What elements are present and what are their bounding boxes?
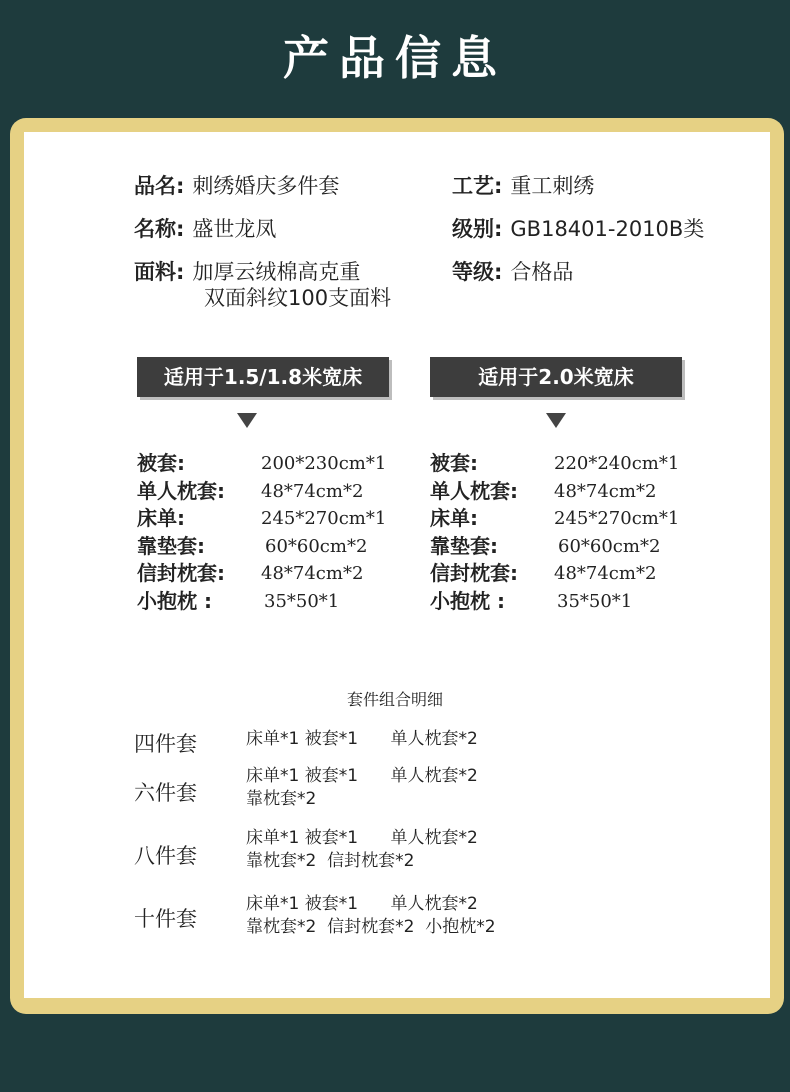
- product-name-label: 品名:: [134, 174, 185, 198]
- spec-label: 被套:: [430, 451, 478, 475]
- name-value: 盛世龙凤: [192, 217, 277, 241]
- table-row: [430, 505, 710, 533]
- spec-label: 信封枕套:: [137, 561, 225, 585]
- grade-value: 合格品: [510, 260, 574, 284]
- spec-value: 48*74cm*2: [261, 563, 364, 584]
- craft-label: 工艺:: [452, 174, 503, 198]
- spec-value: 48*74cm*2: [554, 563, 657, 584]
- table-row: [430, 478, 710, 506]
- package-name: 八件套: [134, 844, 197, 868]
- craft-field: [452, 173, 594, 199]
- spec-label: 床单:: [137, 506, 185, 530]
- spec-label: 靠垫套:: [137, 533, 205, 558]
- table-row: [430, 560, 710, 588]
- table-row: [430, 588, 710, 616]
- spec-label: 靠垫套:: [430, 533, 498, 558]
- package-name: 六件套: [134, 781, 197, 805]
- size-table-right: [430, 450, 710, 615]
- package-name: 四件套: [134, 732, 197, 756]
- page-title: 产品信息: [283, 31, 507, 85]
- table-row: [137, 533, 417, 561]
- level-field: [452, 216, 704, 242]
- spec-value: 35*50*1: [557, 590, 633, 612]
- size-banner-left: 适用于1.5/1.8米宽床: [137, 357, 389, 397]
- spec-label: 单人枕套:: [430, 478, 518, 503]
- craft-value: 重工刺绣: [510, 174, 595, 198]
- package-name: 十件套: [134, 907, 197, 931]
- table-row: [137, 560, 417, 588]
- spec-label: 单人枕套:: [137, 478, 225, 503]
- product-name-field: [134, 173, 339, 199]
- fabric-label: 面料:: [134, 260, 185, 284]
- table-row: [137, 450, 417, 478]
- spec-value: 60*60cm*2: [265, 535, 368, 557]
- name-label: 名称:: [134, 217, 185, 241]
- spec-label: 小抱枕 :: [137, 588, 212, 613]
- fabric-value-line1: 加厚云绒棉高克重: [192, 260, 361, 284]
- spec-label: 信封枕套:: [430, 561, 518, 585]
- package-contents: 床单*1 被套*1 单人枕套*2 靠枕套*2 信封枕套*2: [246, 828, 478, 871]
- table-row: [137, 505, 417, 533]
- level-value: GB18401-2010B类: [510, 217, 705, 241]
- spec-value: 200*230cm*1: [261, 453, 387, 474]
- spec-value: 245*270cm*1: [261, 508, 387, 529]
- grade-label: 等级:: [452, 260, 503, 284]
- level-label: 级别:: [452, 217, 503, 241]
- spec-value: 48*74cm*2: [261, 480, 364, 502]
- table-row: [137, 588, 417, 616]
- spec-value: 35*50*1: [264, 590, 340, 612]
- fabric-value-line2: 双面斜纹100支面料: [204, 286, 392, 310]
- spec-label: 小抱枕 :: [430, 588, 505, 613]
- spec-label: 被套:: [137, 451, 185, 475]
- spec-value: 220*240cm*1: [554, 453, 680, 474]
- spec-value: 48*74cm*2: [554, 480, 657, 502]
- down-triangle-icon: [237, 413, 257, 428]
- spec-value: 245*270cm*1: [554, 508, 680, 529]
- table-row: [137, 478, 417, 506]
- size-table-left: [137, 450, 417, 615]
- spec-value: 60*60cm*2: [558, 535, 661, 557]
- name-field: [134, 216, 276, 242]
- down-triangle-icon: [546, 413, 566, 428]
- package-contents: 床单*1 被套*1 单人枕套*2: [246, 729, 478, 749]
- table-row: [430, 533, 710, 561]
- fabric-field: [134, 259, 391, 311]
- spec-label: 床单:: [430, 506, 478, 530]
- grade-field: [452, 259, 573, 285]
- product-name-value: 刺绣婚庆多件套: [192, 174, 340, 198]
- table-row: [430, 450, 710, 478]
- package-contents: 床单*1 被套*1 单人枕套*2 靠枕套*2: [246, 766, 478, 809]
- package-contents: 床单*1 被套*1 单人枕套*2 靠枕套*2 信封枕套*2 小抱枕*2: [246, 894, 496, 937]
- size-banner-right: 适用于2.0米宽床: [430, 357, 682, 397]
- package-section-title: 套件组合明细: [346, 690, 443, 709]
